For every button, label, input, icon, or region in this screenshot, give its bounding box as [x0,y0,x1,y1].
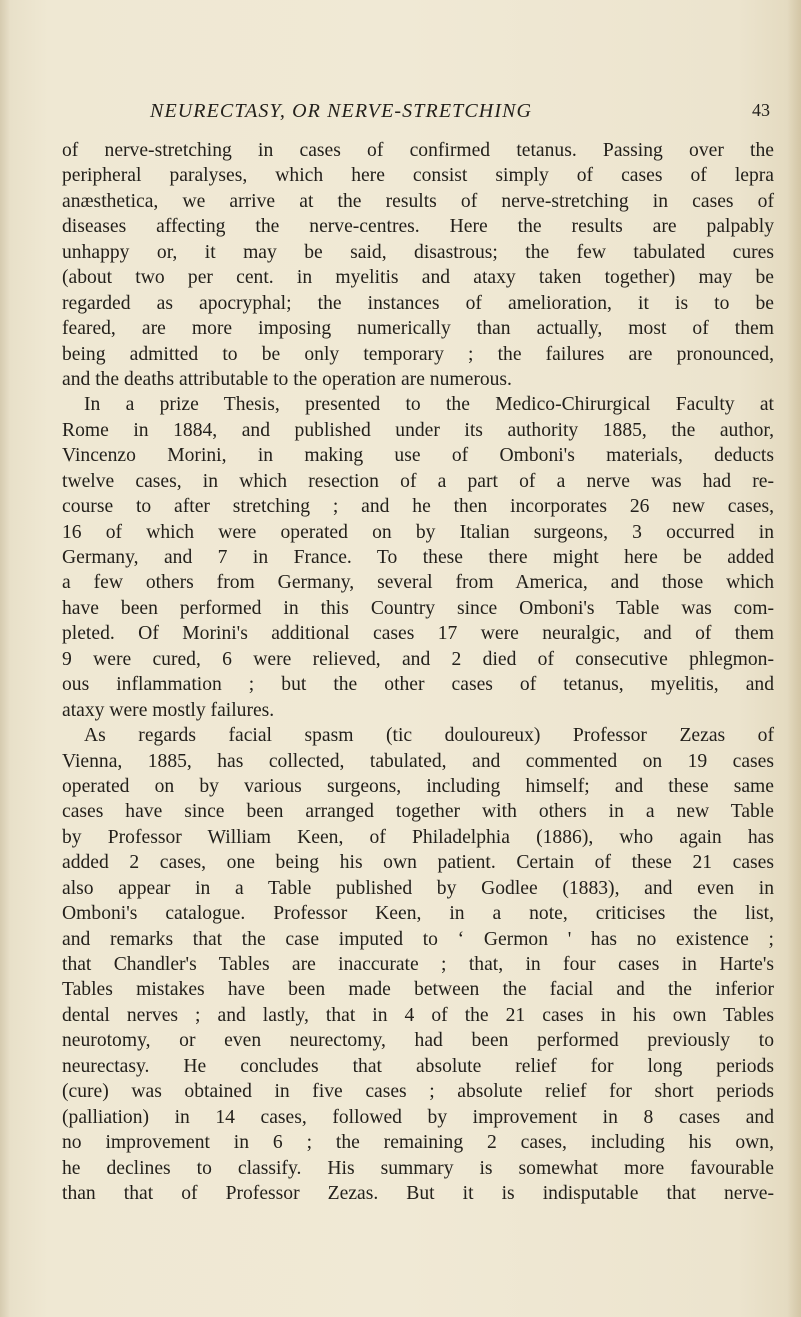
paragraph-start-line: As regards facial spasm (tic douloureux) Professor Zezas of [84,725,774,747]
text-line: added 2 cases, one being his own patient. Certain of these 21 cases [62,852,774,874]
text-line: than that of Professor Zezas. But it is indisputable that nerve- [62,1182,774,1204]
text-line: Vincenzo Morini, in making use of Omboni's materials, deducts [62,445,774,467]
running-title: NEURECTASY, OR NERVE-STRETCHING [150,100,533,122]
text-line: twelve cases, in which resection of a part of a nerve was had re- [62,470,774,492]
text-line: neurotomy, or even neurectomy, had been performed previously to [62,1030,774,1052]
text-line: peripheral paralyses, which here consist simply of cases of lepra [62,165,774,187]
text-line: regarded as apocryphal; the instances of amelioration, it is to be [62,292,774,314]
text-line: by Professor William Keen, of Philadelphia (1886), who again has [62,826,774,848]
text-line: ataxy were mostly failures. [62,699,275,721]
text-line: operated on by various surgeons, including himself; and these same [62,775,774,797]
body-text [62,138,774,1206]
text-line: no improvement in 6 ; the remaining 2 cases, including his own, [62,1132,774,1154]
text-line: feared, are more imposing numerically than actually, most of them [62,318,774,340]
text-line: Omboni's catalogue. Professor Keen, in a note, criticises the list, [62,903,774,925]
page-header [150,100,770,124]
text-line: and the deaths attributable to the operation are numerous. [62,368,512,390]
text-line: Germany, and 7 in France. To these there might here be added [62,547,774,568]
text-line: anæsthetica, we arrive at the results of nerve-stretching in cases of [62,190,774,212]
text-line: 9 were cured, 6 were relieved, and 2 died of consecutive phlegmon- [62,648,774,670]
text-line: dental nerves ; and lastly, that in 4 of the 21 cases in his own Tables [62,1004,774,1026]
text-line: (about two per cent. in myelitis and ataxy taken together) may be [62,267,774,289]
text-line: (cure) was obtained in five cases ; absolute relief for short periods [62,1081,774,1103]
text-line: Tables mistakes have been made between the facial and the inferior [62,979,774,1001]
text-line: ous inflammation ; but the other cases of tetanus, myelitis, and [62,674,774,696]
text-line: of nerve-stretching in cases of confirmed tetanus. Passing over the [62,140,774,161]
page-number: 43 [752,100,770,120]
text-line: Rome in 1884, and published under its authority 1885, the author, [62,419,774,441]
text-line: cases have since been arranged together with others in a new Table [62,801,774,823]
text-line: Vienna, 1885, has collected, tabulated, and commented on 19 cases [62,750,774,772]
text-line: have been performed in this Country since Omboni's Table was com- [62,597,774,619]
text-line: that Chandler's Tables are inaccurate ; that, in four cases in Harte's [62,954,774,975]
text-line: (palliation) in 14 cases, followed by improvement in 8 cases and [62,1106,774,1128]
text-line: he declines to classify. His summary is somewhat more favourable [62,1157,774,1179]
page-gutter-shadow [0,0,10,1317]
text-line: being admitted to be only temporary ; the failures are pronounced, [62,343,774,365]
text-line: unhappy or, it may be said, disastrous; the few tabulated cures [62,241,774,263]
text-line: course to after stretching ; and he then incorporates 26 new cases, [62,496,774,518]
text-line: a few others from Germany, several from America, and those which [62,572,774,594]
text-line: and remarks that the case imputed to ‘ Germon ' has no existence ; [62,928,774,950]
text-line: also appear in a Table published by Godlee (1883), and even in [62,877,774,899]
text-line: pleted. Of Morini's additional cases 17 were neuralgic, and of them [62,623,774,645]
paragraph-start-line: In a prize Thesis, presented to the Medico-Chirurgical Faculty at [84,394,774,416]
text-line: diseases affecting the nerve-centres. Here the results are palpably [62,216,774,238]
text-line: neurectasy. He concludes that absolute relief for long periods [62,1055,774,1077]
text-line: 16 of which were operated on by Italian surgeons, 3 occurred in [62,521,774,543]
page-edge-shadow [787,0,801,1317]
